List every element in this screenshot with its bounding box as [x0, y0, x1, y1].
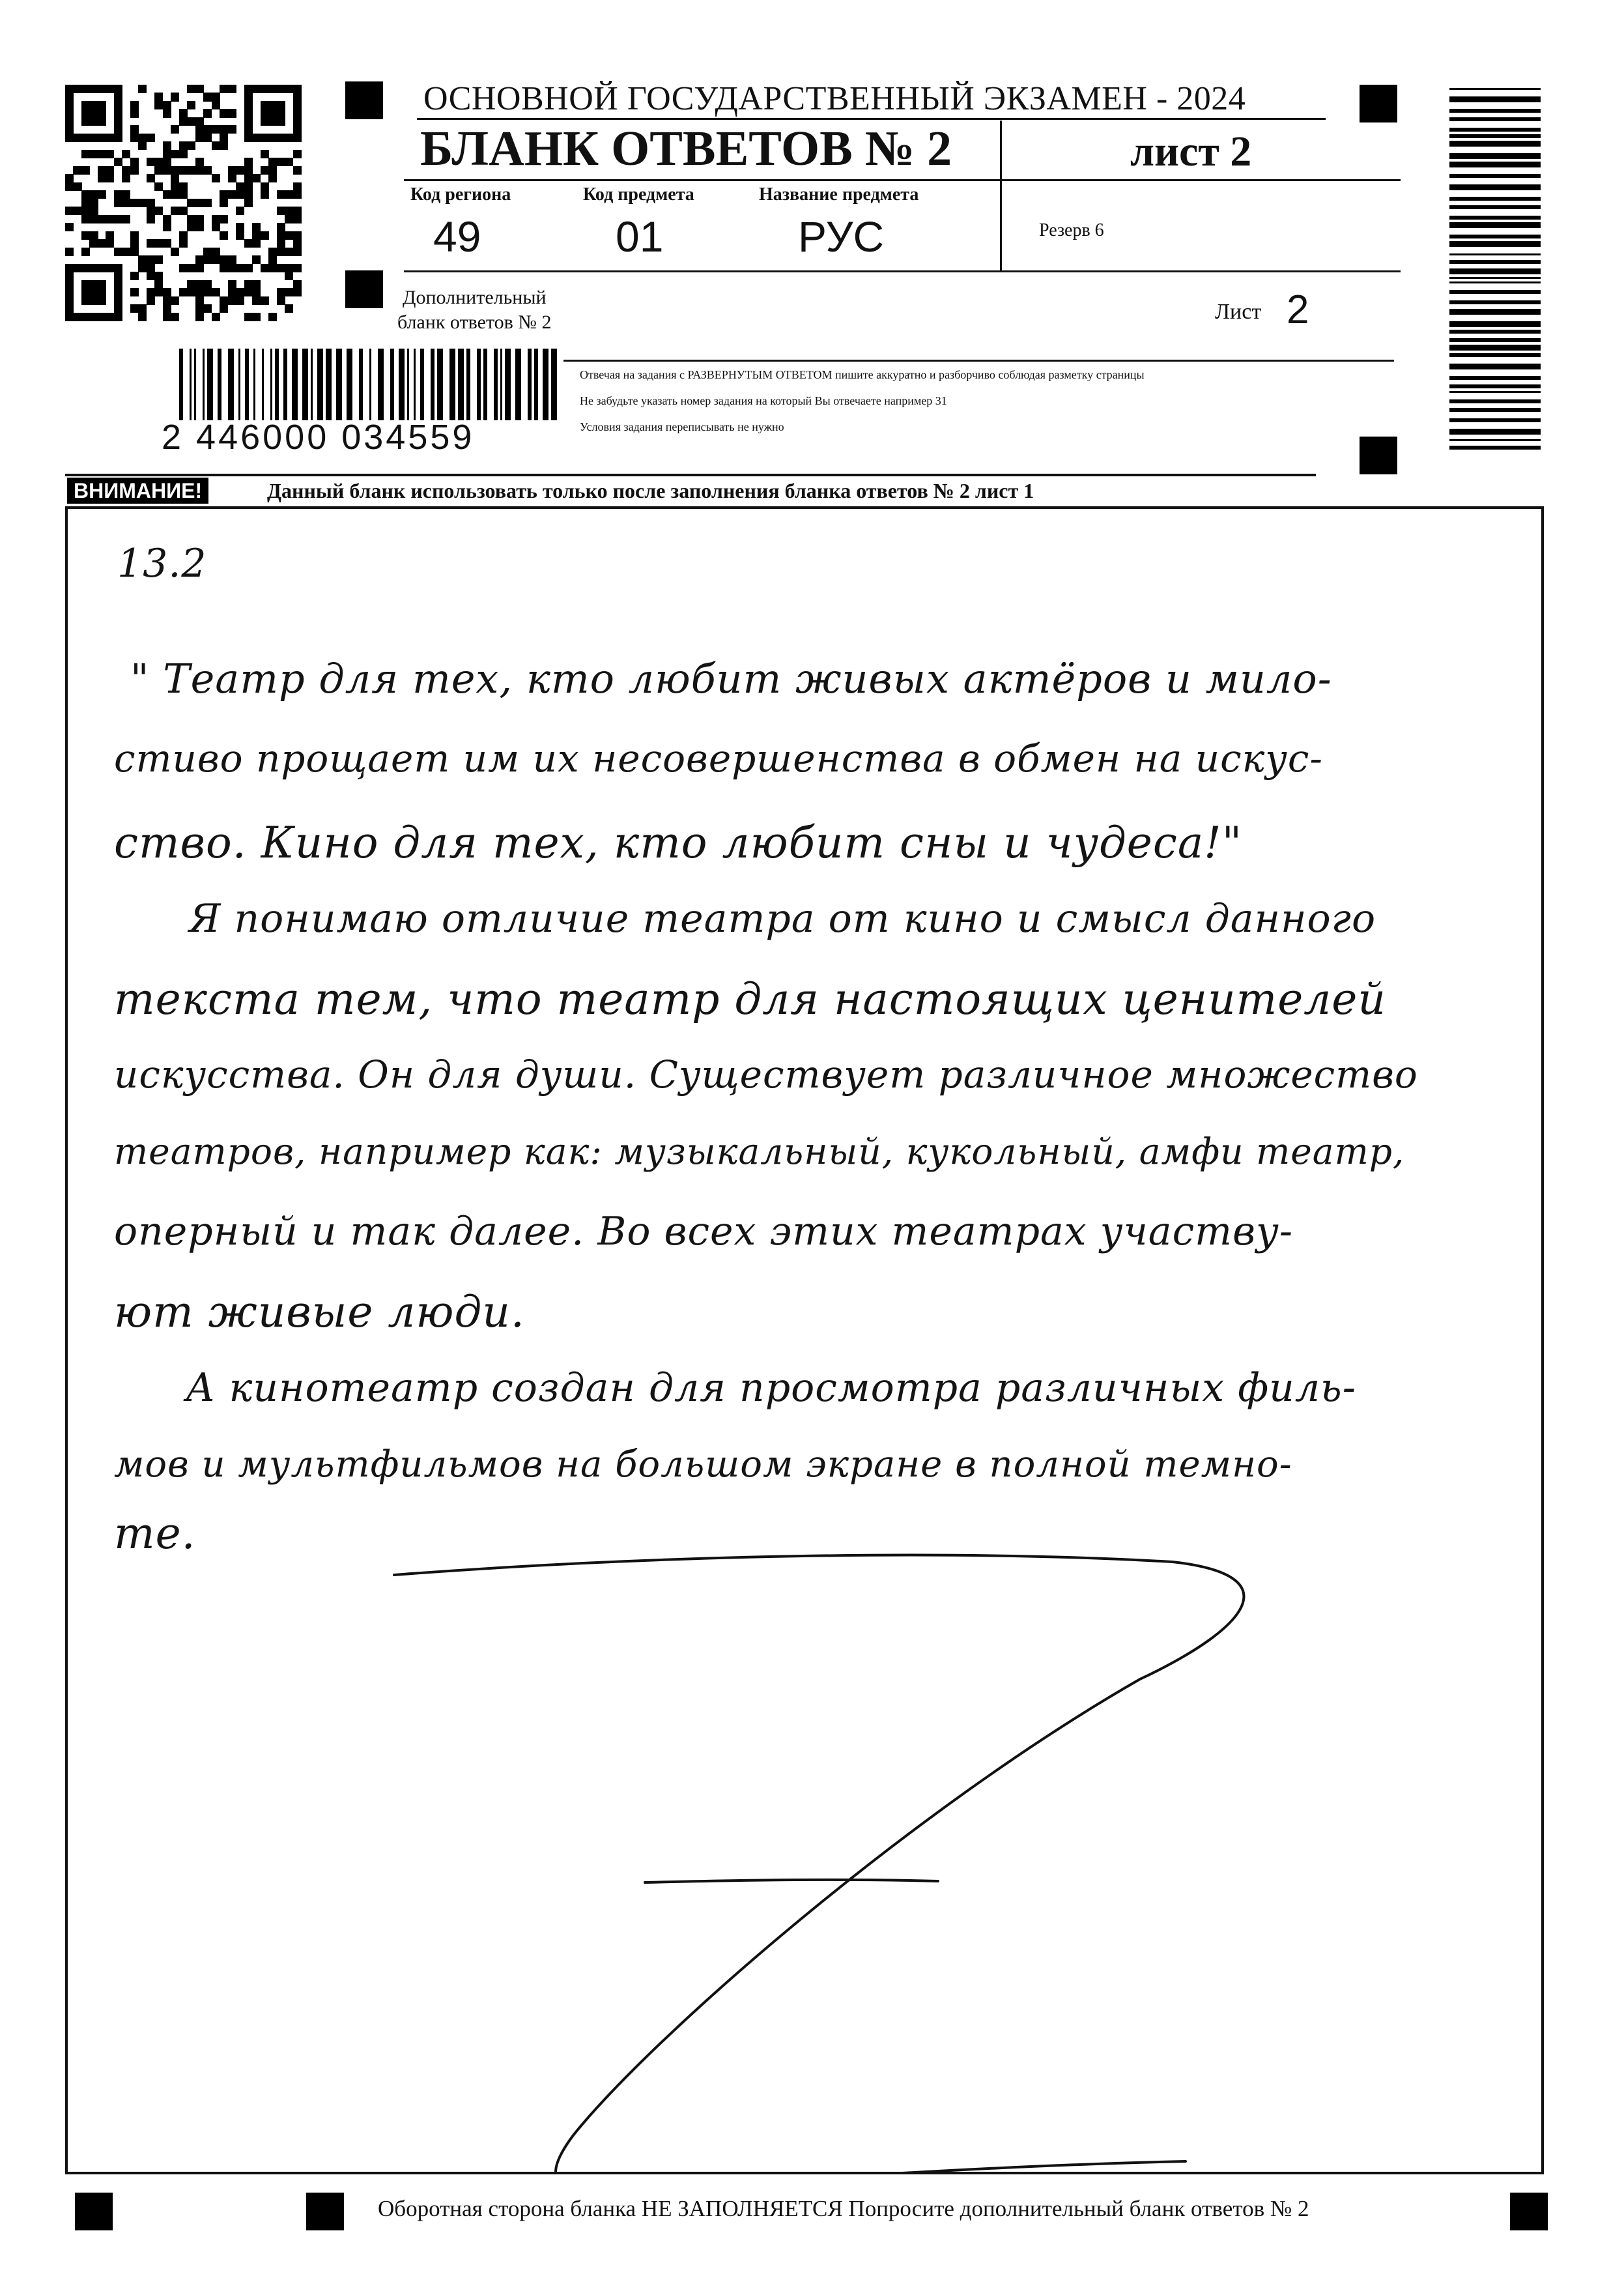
alignment-marker-mid-left	[345, 270, 383, 308]
side-barcode	[1449, 88, 1541, 453]
sheet-number-value: 2	[1287, 287, 1309, 332]
answer-line-1: " Театр для тех, кто любит живых актёров и мило-	[130, 655, 1332, 702]
exam-title: ОСНОВНОЙ ГОСУДАРСТВЕННЫЙ ЭКЗАМЕН - 2024	[423, 80, 1246, 117]
footer-note: Оборотная сторона бланка НЕ ЗАПОЛНЯЕТСЯ Попросите дополнительный бланк ответов № 2	[378, 2196, 1309, 2221]
additional-form-label-line2: бланк ответов № 2	[397, 311, 552, 333]
region-code-value: 49	[433, 212, 481, 261]
alignment-marker-mid-right	[1360, 437, 1397, 474]
alignment-marker-bottom-left	[75, 2193, 113, 2230]
answer-line-6: искусства. Он для души. Существует различное множество	[114, 1052, 1418, 1097]
answer-line-10: А кинотеатр создан для просмотра различных филь-	[186, 1365, 1356, 1411]
answer-line-5: текста тем, что театр для настоящих ценителей	[114, 974, 1386, 1024]
answer-line-11: мов и мультфильмов на большом экране в полной темно-	[114, 1443, 1292, 1486]
alignment-marker-top-left	[345, 81, 383, 119]
answer-line-2: стиво прощает им их несовершенства в обмен на искус-	[114, 736, 1323, 781]
qr-code	[65, 85, 301, 321]
sheet-number-label: Лист	[1215, 300, 1262, 324]
attention-badge: ВНИМАНИЕ!	[67, 478, 208, 504]
answer-line-3: ство. Кино для тех, кто любит сны и чудеса!"	[114, 818, 1243, 868]
answer-line-12: те.	[114, 1508, 196, 1559]
alignment-marker-bottom-right	[1510, 2193, 1548, 2230]
empty-area-strikeout	[65, 506, 1544, 2174]
barcode	[179, 349, 557, 420]
answer-line-4: Я понимаю отличие театра от кино и смысл данного	[189, 896, 1376, 942]
answer-line-9: ют живые люди.	[114, 1287, 525, 1337]
answer-line-7: театров, например как: музыкальный, кукольный, амфи театр,	[114, 1131, 1405, 1172]
region-code-label: Код региона	[410, 184, 511, 205]
instruction-line-1: Отвечая на задания с РАЗВЕРНУТЫМ ОТВЕТОМ пишите аккуратно и разборчиво соблюдая разметку страницы	[580, 368, 1145, 381]
additional-form-label-line1: Дополнительный	[403, 287, 547, 308]
subject-code-value: 01	[616, 212, 664, 261]
alignment-marker-bottom-mid	[306, 2193, 344, 2230]
barcode-number: 2 446000 034559	[162, 418, 475, 457]
task-number: 13.2	[117, 541, 207, 586]
form-title: БЛАНК ОТВЕТОВ № 2	[420, 121, 952, 176]
subject-name-label: Название предмета	[759, 184, 919, 205]
instruction-line-3: Условия задания переписывать не нужно	[580, 420, 784, 433]
reserve-label: Резерв 6	[1039, 220, 1104, 240]
instruction-line-2: Не забудьте указать номер задания на который Вы отвечаете например 31	[580, 394, 947, 407]
sheet-label: лист 2	[1130, 128, 1252, 175]
subject-name-value: РУС	[798, 212, 885, 261]
answer-line-8: оперный и так далее. Во всех этих театрах участву-	[114, 1209, 1294, 1254]
subject-code-label: Код предмета	[583, 184, 694, 205]
attention-text: Данный бланк использовать только после заполнения бланка ответов № 2 лист 1	[267, 479, 1034, 502]
alignment-marker-top-right	[1360, 85, 1397, 122]
